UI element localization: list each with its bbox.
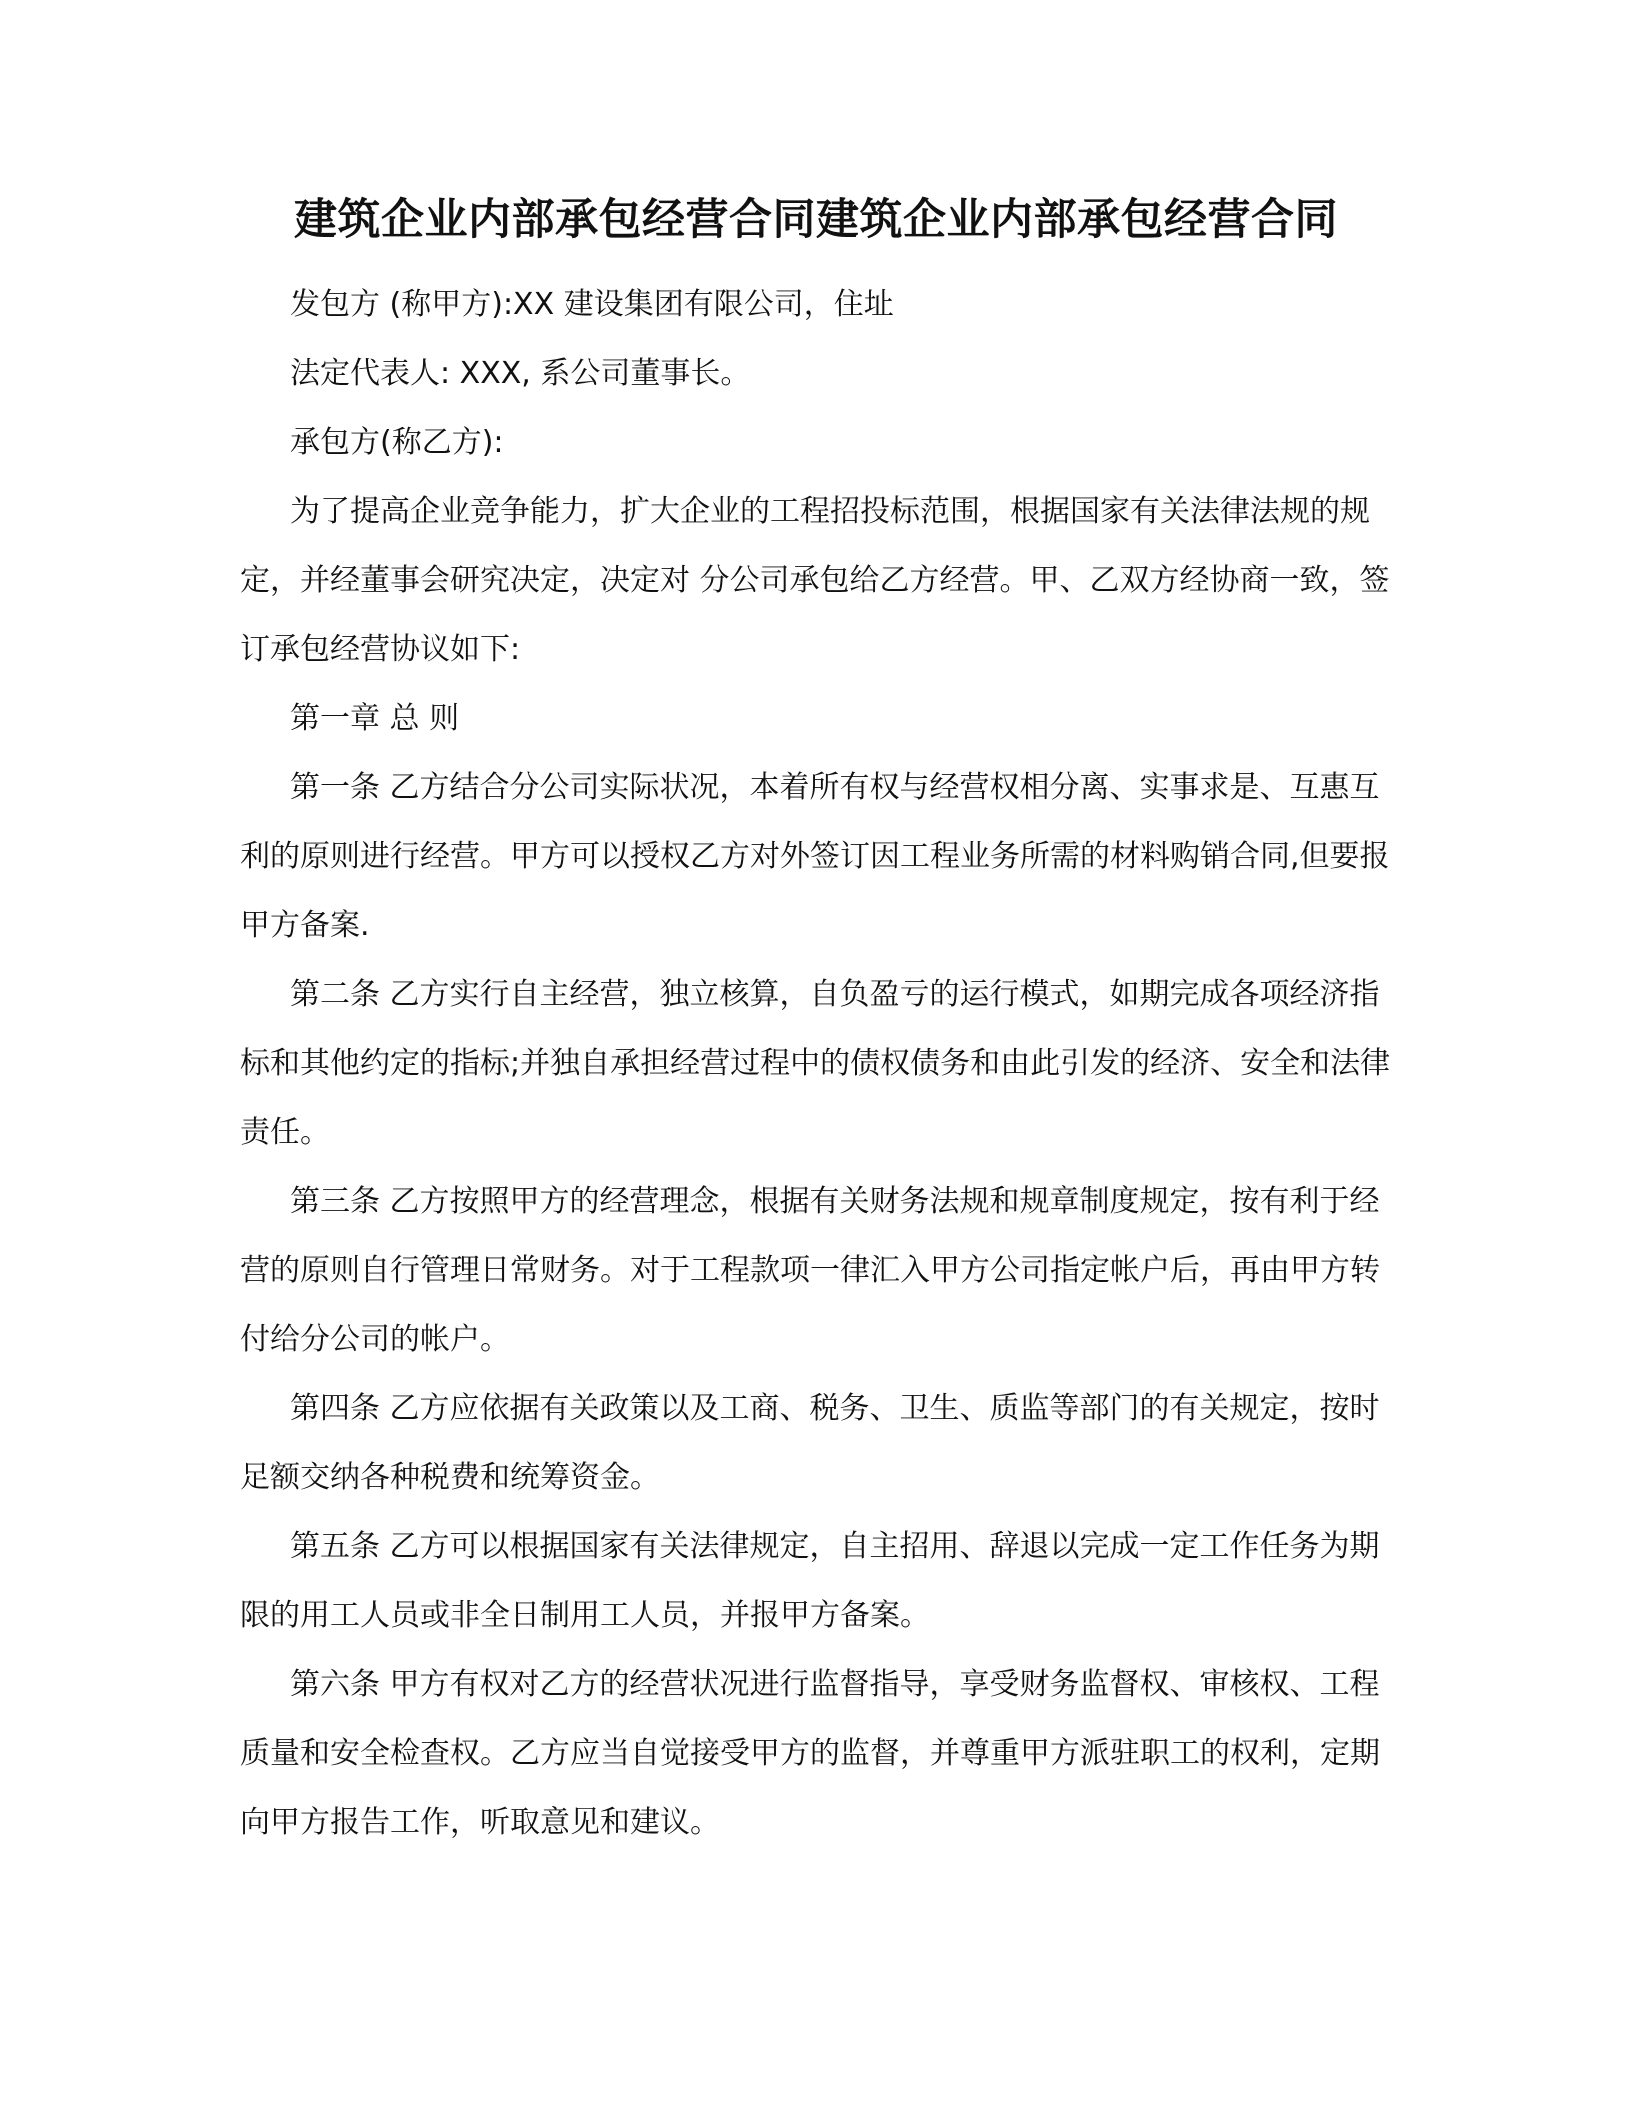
party-b-line: 承包方(称乙方): [290,425,504,460]
chapter-heading: 第一章 总 则 [290,701,460,736]
article-4: 第四条 乙方应依据有关政策以及工商、税务、卫生、质监等部门的有关规定，按时足额交纳各种税费和统筹资金。 [240,1391,1380,1495]
party-a-line: 发包方 (称甲方):XX 建设集团有限公司，住址 [290,287,894,322]
article-2: 第二条 乙方实行自主经营，独立核算，自负盈亏的运行模式，如期完成各项经济指标和其他约定的指标;并独自承担经营过程中的债权债务和由此引发的经济、安全和法律责任。 [240,977,1391,1150]
article-3: 第三条 乙方按照甲方的经营理念，根据有关财务法规和规章制度规定，按有利于经营的原则自行管理日常财务。对于工程款项一律汇入甲方公司指定帐户后，再由甲方转付给分公司的帐户。 [240,1184,1380,1357]
document-title: 建筑企业内部承包经营合同建筑企业内部承包经营合同 [294,195,1338,245]
document-body [240,270,1400,1857]
article-6: 第六条 甲方有权对乙方的经营状况进行监督指导，享受财务监督权、审核权、工程质量和安全检查权。乙方应当自觉接受甲方的监督，并尊重甲方派驻职工的权利，定期向甲方报告工作，听取意见和建议。 [240,1667,1380,1840]
preamble-paragraph: 为了提高企业竞争能力，扩大企业的工程招投标范围，根据国家有关法律法规的规定，并经董事会研究决定，决定对 分公司承包给乙方经营。甲、乙双方经协商一致，签订承包经营协议如下: [240,494,1390,667]
article-1: 第一条 乙方结合分公司实际状况，本着所有权与经营权相分离、实事求是、互惠互利的原则进行经营。甲方可以授权乙方对外签订因工程业务所需的材料购销合同,但要报甲方备案. [240,770,1390,943]
article-5: 第五条 乙方可以根据国家有关法律规定，自主招用、辞退以完成一定工作任务为期限的用工人员或非全日制用工人员，并报甲方备案。 [240,1529,1380,1633]
legal-representative-line: 法定代表人: XXX, 系公司董事长。 [290,356,751,391]
